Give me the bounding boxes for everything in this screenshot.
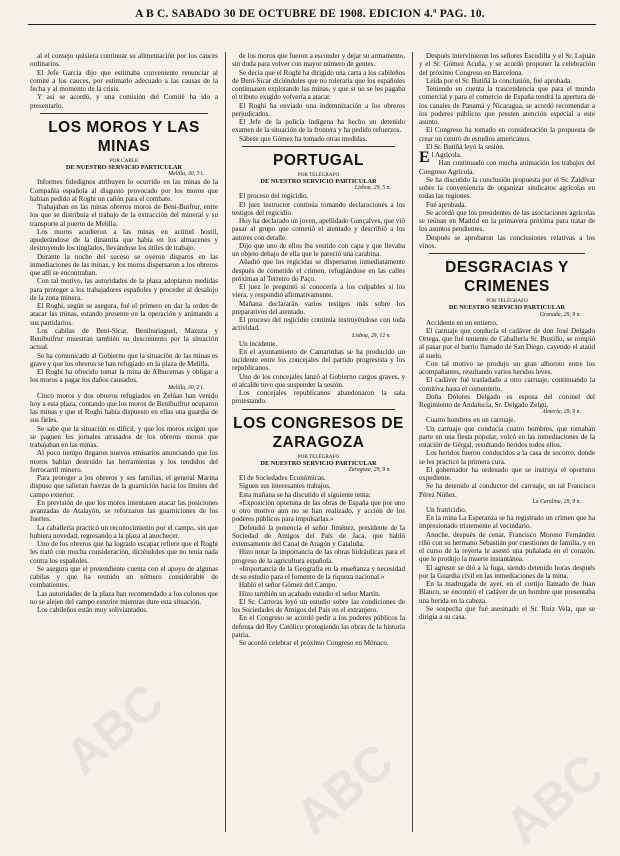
- article-agricola-body: [419, 159, 595, 250]
- paragraph: Se acordó que los presidentes de las asociaciones agrícolas se reúnan en Madrid en la primavera próxima para tratar de los asuntos pendientes.: [419, 208, 595, 234]
- paragraph: Habló el señor Gómez del Campo.: [239, 581, 338, 590]
- paragraph: Después intervinieron los señores Escudilla y el Sr. Lujuán y el Sr. Gómez Acuña, y se acordó proponer la celebración del próximo Congreso en Barcelona.: [419, 52, 595, 77]
- paragraph: Un fratricidio.: [426, 505, 467, 514]
- paragraph: El Sr. Carreras leyó un estudio sobre las condiciones de los Sociedades de Amigos del País en el extranjero.: [232, 597, 405, 614]
- headline-zaragoza: LOS CONGRESOS DE ZARAGOZA: [233, 414, 404, 451]
- page-header: A B C. SABADO 30 DE OCTUBRE DE 1908. EDICION 4.ª PAG. 10.: [135, 8, 485, 20]
- paragraph: Han continuado con mucha animación los trabajos del Congreso Agrícola.: [419, 159, 595, 176]
- paragraph: Con tal motivo se produjo un gran alboroto entre los acompañantes, resultando varios heridos leves.: [419, 359, 595, 376]
- article-zaragoza-body: [232, 474, 405, 647]
- watermark-logo: ABC: [494, 742, 614, 856]
- article-moros-body2: [30, 392, 218, 615]
- paragraph: Los concejales republicanos abandonaron la sala protestando.: [232, 389, 405, 406]
- paragraph: El Roghi ha enviado una indemnización a los obreros perjudicados.: [232, 101, 405, 118]
- paragraph: Anoche, después de cenar, Francisco Moreno Fernández riñó con su hermano Sebastián por cuestiones de familia, y en el curso de la reyerta le asestó una puñalada en el corazón, que le produjo la muerte instantánea.: [419, 530, 595, 564]
- column1-intro: [30, 52, 218, 110]
- byline-small: POR TELÉGRAFO: [297, 171, 340, 178]
- byline-small: POR CABLE: [109, 157, 139, 164]
- column-divider-1: [225, 52, 226, 832]
- paragraph: Hizo notar la importancia de las obras hidráulicas para el progreso de la agricultura española.: [232, 548, 405, 565]
- column-3: [419, 52, 595, 842]
- paragraph: En la mina La Esperanza se ha registrado un crimen que ha impresionado tristemente al vecindario.: [419, 514, 595, 531]
- watermark-logo: ABC: [54, 672, 174, 786]
- byline-small: POR TELÉGRAFO: [297, 453, 340, 460]
- paragraph: El Jefe de la policía indígena ha hecho un detenido examen de la situación de la frontera y ha pedido refuerzos.: [232, 118, 405, 135]
- paragraph: El Roghi ha ofrecido tomar la mina de Alhucemas y obligar a los moros a pagar los daños causados.: [30, 368, 218, 385]
- paragraph: El agresor se dió a la fuga, siendo detenido horas después por la Guardia civil en las inmediaciones de la mina.: [419, 563, 595, 580]
- paragraph: Se ha discutido la conclusión propuesta por el Sr. Zaldívar sobre la conveniencia de organizar sindicatos agrícolas en todas las regiones.: [419, 175, 595, 201]
- column-1: [30, 52, 218, 842]
- paragraph: Siguen sus interesantes trabajos.: [239, 482, 331, 491]
- paragraph: Se ha comunicado al Gobierno que la situación de las minas es grave y que los obreros se han refugiado en la plaza de Melilla.: [30, 351, 218, 368]
- headline-desgracias: DESGRACIAS Y CRIMENES: [445, 259, 569, 295]
- paragraph: El carruaje que conducía el cadáver de don José Delgado Ortega, que fué teniente de Caballería Sr. Bustillo, se rompió al pasar por el barrio llamado de San Diego, cayendo el ataúd al suelo.: [419, 326, 595, 360]
- headline-moros: LOS MOROS Y LAS MINAS: [48, 118, 200, 155]
- paragraph: «Importancia de la Geografía en la enseñanza y necesidad de su estudio para el fomento de la riqueza nacional.»: [232, 564, 405, 581]
- paragraph: Cinco moros y dos obreros refugiados en Zelúan han venido hoy a esta plaza, contando que los moros de Benibuifrur ocuparon las minas y que el Roghi había dispuesto en ellas una guardia de sus fieles.: [30, 391, 218, 425]
- byline: DE NUESTRO SERVICIO PARTICULAR: [260, 177, 377, 185]
- separator: [40, 113, 208, 114]
- paragraph: Trabajaban en las minas obreros moros de Beni-Buifrur, entre los que se distribuía el trabajo de la extracción del mineral y su transporte al puerto de Melilla.: [30, 203, 218, 228]
- paragraph: El proceso del regicidio continúa instruyéndose con toda actividad.: [232, 316, 405, 333]
- paragraph: Leída por el Sr. Butiñá la conclusión, fué aprobada.: [426, 76, 572, 85]
- paragraph: Los heridos fueron conducidos a la casa de socorro, donde se les practicó la primera cura.: [419, 449, 595, 466]
- article-portugal-body: [232, 192, 405, 332]
- article-desgracias-body: [419, 319, 595, 410]
- paragraph: El proceso del regicidio.: [239, 192, 309, 201]
- paragraph: «Exposición oportuna de las obras de España que por uno u otro motivo aun no se han realizado, y acción de los poderes públicos para impulsarlas.»: [232, 498, 405, 524]
- paragraph: Para proteger a los obreros y sus familias, el general Marina dispuso que salieran fuerzas de la guarnición hacia los límites del campo exterior.: [30, 474, 218, 499]
- paragraph: Los moros acudieron a las minas en actitud hostil, apoderándose de la dinamita que había en los almacenes y destruyendo los tinglados, llevándose los útiles de trabajo.: [30, 227, 218, 253]
- dateline: Almería, 29, 9 n.: [542, 409, 581, 416]
- paragraph: Se acordó celebrar el próximo Congreso en Mónaco.: [239, 639, 389, 647]
- paragraph: Sábese que Gómez ha tomado otras medidas.: [239, 134, 368, 143]
- watermark-logo: ABC: [284, 732, 404, 846]
- paragraph: Añadió que los regicidas se dispersaron inmediatamente después de cometido el crimen, refugiándose en las calles próximas al Terreiro do Paço.: [232, 258, 405, 283]
- paragraph: Informes fidedignos atribuyen lo ocurrido en las minas de la Compañía española al disgusto provocado por los moros que habían pedido al Roghi un cañón para el combate.: [30, 178, 218, 203]
- paragraph: El de Sociedades Económicas.: [239, 474, 326, 482]
- paragraph: En el Congreso se acordó pedir a los poderes públicos la defensa del Rey Católico protegiendo las obras de la historia patria.: [232, 614, 405, 639]
- paragraph: Dijo que uno de ellos iba vestido con capa y que llevaba un objeto debajo de ella que le pareció una carabina.: [232, 241, 405, 258]
- paragraph: El gobernador ha ordenado que se instruya el oportuno expediente.: [419, 465, 595, 482]
- separator: [429, 253, 585, 254]
- dateline: Granada, 29, 9 n.: [539, 311, 581, 318]
- separator: [242, 409, 395, 410]
- paragraph: Se decía que el Roghi ha dirigido una carta a los cabileños de Beni-Sicar diciéndoles que no toleraría que los españoles continuasen explotando las minas, y que si no se les pagaba el tributo exigido volvería a atacar.: [232, 68, 405, 102]
- paragraph: El juez instructor continúa tomando declaraciones a los testigos del regicidio.: [232, 200, 405, 217]
- paragraph: Un carruaje que conducía cuatro hombres, que tomaban parte en una fiesta popular, volcó en las inmediaciones de la estación de Gérgal, resultando heridos todos ellos.: [419, 424, 595, 449]
- paragraph: Fué aprobada.: [426, 200, 467, 209]
- paragraph: Las autoridades de la plaza han recomendado a los colonos que no se alejen del campo exterior mientras dure esta situación.: [30, 589, 218, 606]
- article-desgracias-body2: [419, 416, 595, 499]
- dateline: Lisboa, 29, 5 n.: [354, 185, 391, 192]
- paragraph: En la madrugada de ayer, en el cortijo llamado de Juan Blanco, se encontró el cadáver de un hombre que presentaba una herida en la cabeza.: [419, 580, 595, 605]
- paragraph: Cuatro hombres en un carruaje.: [426, 416, 516, 425]
- paragraph: Los cabilas de Beni-Sicar, Beniburiaguel, Mazuza y Benibuifrur muestran también su descontento por la situación actual.: [30, 326, 218, 352]
- paragraph: Defendió la ponencia el señor Jiménez, presidente de la Sociedad de Amigos del País de Jaca, que habló extensamente del Canal de Aragón y Cataluña.: [232, 523, 405, 548]
- paragraph: Después se aprobaron las conclusiones relativas a los vinos.: [419, 233, 595, 250]
- paragraph: Se asegura que el pretendiente cuenta con el apoyo de algunas cabilas y que ha reunido un número considerable de combatientes.: [30, 564, 218, 590]
- paragraph: En el ayuntamiento de Camarinhas se ha producido un incidente entre los concejales del partido progresista y los republicanos.: [232, 347, 405, 373]
- column-2: [232, 52, 405, 842]
- byline: DE NUESTRO SERVICIO PARTICULAR: [260, 459, 377, 467]
- byline-small: POR TELÉGRAFO: [486, 298, 528, 304]
- headline-portugal: PORTUGAL: [273, 151, 364, 169]
- paragraph: al el consejo quisiera continuar su alimentación por los cauces ordinarios.: [30, 52, 218, 69]
- column2-intro: [232, 52, 405, 143]
- byline: DE NUESTRO SERVICIO PARTICULAR: [448, 304, 566, 311]
- article-moros-body: [30, 178, 218, 384]
- paragraph: Se ha detenido al conductor del carruaje, un tal Francisco Pérez Núñez.: [419, 482, 595, 499]
- column-divider-2: [412, 52, 413, 832]
- paragraph: El Congreso ha tomado en consideración la propuesta de crear un centro de estudios americanos.: [419, 126, 595, 143]
- column3-intro: [419, 52, 595, 151]
- paragraph: Con tal motivo, las autoridades de la plaza adoptaron medidas para proteger a los trabajadores españoles y proceder al desalojo de la zona minera.: [30, 277, 218, 302]
- paragraph: Los cabileños están muy soliviantados.: [37, 606, 148, 614]
- paragraph: Se sospecha que fué asesinado el Sr. Ruiz Vela, que se dirigía a su casa.: [419, 604, 595, 621]
- separator: [242, 146, 395, 147]
- paragraph: Accidente en un entierro.: [426, 318, 498, 327]
- paragraph: En previsión de que los moros intentasen atacar las posiciones avanzadas de Atalayón, se reforzaron las guarniciones de los fuertes.: [30, 498, 218, 524]
- dateline: Melilla, 30, 2 t.: [168, 384, 204, 391]
- paragraph: El juez le preguntó si conocería a los culpables si los viera, y respondió afirmativamente.: [232, 283, 405, 300]
- paragraph: de los moros que fueron a esconder y dejar su armamento, sin duda para volver con mayor número de gentes.: [232, 52, 405, 69]
- paragraph: El Roghi, según se asegura, fué el primero en dar la orden de atacar las minas, estando presente en la operación y animando a sus partidarios.: [30, 302, 218, 327]
- paragraph: El Sr. Butiñá leyó la sesión.: [426, 142, 505, 151]
- paragraph: Se sabe que la situación es difícil, y que los moros exigen que se paguen los jornales atrasados de los obreros moros que trabajaban en las minas.: [30, 424, 218, 449]
- paragraph: Mañana declararán varios testigos más sobre los preparativos del atentado.: [232, 299, 405, 316]
- article-desgracias-body3: [419, 506, 595, 622]
- paragraph: Durante la noche del suceso se oyeron disparos en las inmediaciones de las minas, y los moros dispersaron a los obreros que allí se encontraban.: [30, 252, 218, 277]
- paragraph: Uno de los concejales lanzó al Gobierno cargos graves, y el alcalde tuvo que suspender la sesión.: [232, 372, 405, 389]
- byline: DE NUESTRO SERVICIO PARTICULAR: [65, 163, 183, 171]
- section-agricola-heading: El Agrícola.: [419, 149, 462, 166]
- article-portugal-body2: [232, 340, 405, 406]
- paragraph: Esta mañana se ha discutido el siguiente tema:: [239, 490, 371, 499]
- header-rule: [28, 24, 596, 25]
- paragraph: El cadáver fué trasladado a otro carruaje, continuando la comitiva hasta el cementerio.: [419, 376, 595, 393]
- dateline: La Carolina, 29, 9 n.: [532, 498, 581, 505]
- paragraph: Teniendo en cuenta la trascendencia que para el mundo comercial y para el comercio de España tendrá la apertura de los canales de Panamá y Nicaragua, se acordó recomendar a los poderes públicos que presten atención especial a este asunto.: [419, 85, 595, 126]
- paragraph: Uno de los obreros que ha logrado escapar refiere que el Roghi les trató con mucha consideración, diciéndoles que no tenía nada contra los españoles.: [30, 540, 218, 565]
- paragraph: Doña Dolores Delgado es esposa del coronel del Regimiento de Andalucía, Sr. Delgado Zelgu.: [419, 392, 595, 409]
- paragraph: Hoy ha declarado un joven, apellidado Gonçalves, que vió pasar al grupo que cometió el atentado y describió a los autores con detalle.: [232, 217, 405, 242]
- paragraph: Un incidente.: [239, 339, 278, 348]
- paragraph: Hizo también un acabado estudio el señor Martín.: [239, 589, 381, 598]
- paragraph: Y así se acordó, y una comisión del Comité ha ido a presentarlo.: [30, 93, 218, 110]
- dateline: Melilla, 30, 5 t.: [168, 171, 204, 178]
- paragraph: El Jefe García dijo que estimaba conveniente renunciar al comité a los cauces, por estimarlo adecuado a las causas de la fecha y al momento de la crisis.: [30, 68, 218, 93]
- dateline: Lisboa, 29, 12 n.: [352, 332, 391, 339]
- paragraph: Al poco tiempo llegaron nuevos emisarios anunciando que los moros habían destruído las herramientas y los tendidos del ferrocarril minero.: [30, 449, 218, 474]
- paragraph: La caballería practicó un reconocimiento por el campo, sin que hubiera novedad, regresando a la plaza al anochecer.: [30, 523, 218, 540]
- dateline: Zaragoza, 29, 9 n.: [348, 467, 391, 473]
